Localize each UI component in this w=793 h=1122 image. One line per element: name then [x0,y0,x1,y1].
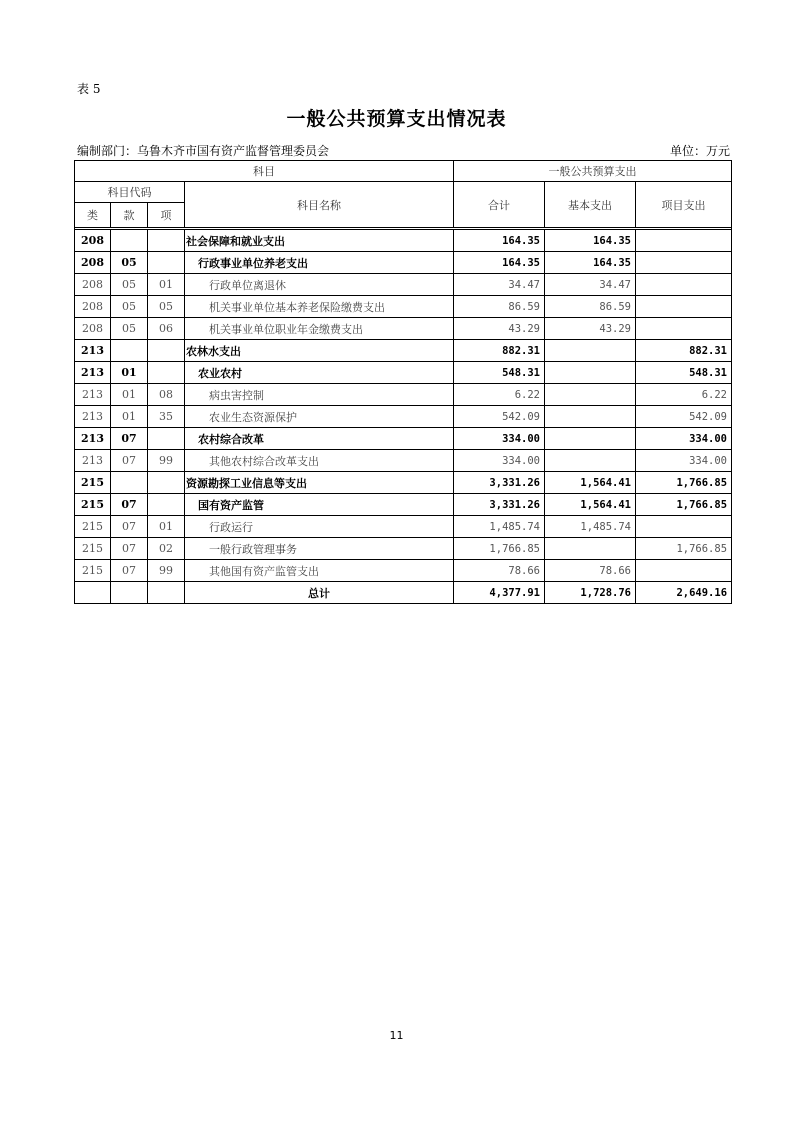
cell-basic: 86.59 [545,296,636,318]
cell-total: 1,485.74 [454,516,545,538]
cell-subject-name: 资源勘探工业信息等支出 [185,472,454,494]
table-row [75,406,732,428]
cell-subject-name: 其他国有资产监管支出 [185,560,454,582]
table-row [75,384,732,406]
cell-basic [545,340,636,362]
cell-lei: 215 [75,516,111,538]
cell-basic [545,362,636,384]
cell-lei: 215 [75,560,111,582]
cell-project [636,296,732,318]
cell-xiang [148,252,185,274]
total-row [75,582,732,604]
cell-project: 334.00 [636,450,732,472]
header-basic: 基本支出 [545,182,636,228]
table-row [75,450,732,472]
header-xiang: 项 [148,203,185,228]
total-label: 总计 [185,582,454,604]
cell-xiang [148,428,185,450]
empty-cell [75,582,111,604]
cell-basic [545,384,636,406]
budget-table [74,160,732,604]
cell-lei: 215 [75,538,111,560]
table-row [75,340,732,362]
cell-lei: 208 [75,318,111,340]
cell-lei: 213 [75,340,111,362]
table-row [75,230,732,252]
cell-total: 164.35 [454,230,545,252]
cell-kuan: 01 [111,384,148,406]
cell-kuan: 05 [111,296,148,318]
cell-total: 6.22 [454,384,545,406]
cell-basic: 164.35 [545,252,636,274]
cell-project: 6.22 [636,384,732,406]
header-code: 科目代码 [75,182,185,203]
cell-xiang: 05 [148,296,185,318]
cell-total: 334.00 [454,450,545,472]
cell-total: 86.59 [454,296,545,318]
cell-total: 334.00 [454,428,545,450]
cell-xiang: 01 [148,274,185,296]
cell-subject-name: 社会保障和就业支出 [185,230,454,252]
cell-lei: 215 [75,472,111,494]
total-basic: 1,728.76 [545,582,636,604]
cell-kuan: 01 [111,406,148,428]
cell-total: 43.29 [454,318,545,340]
cell-project: 548.31 [636,362,732,384]
cell-total: 3,331.26 [454,472,545,494]
cell-xiang: 06 [148,318,185,340]
cell-subject-name: 行政事业单位养老支出 [185,252,454,274]
header-budget-group: 一般公共预算支出 [454,161,732,182]
cell-subject-name: 病虫害控制 [185,384,454,406]
cell-total: 882.31 [454,340,545,362]
header-subject-name: 科目名称 [185,182,454,228]
unit-label: 单位：万元 [669,144,730,158]
cell-project: 1,766.85 [636,494,732,516]
cell-basic: 43.29 [545,318,636,340]
cell-xiang: 01 [148,516,185,538]
table-row [75,362,732,384]
cell-xiang: 08 [148,384,185,406]
cell-basic: 1,485.74 [545,516,636,538]
cell-xiang [148,340,185,362]
table-row [75,428,732,450]
cell-basic [545,406,636,428]
cell-kuan: 07 [111,428,148,450]
cell-lei: 208 [75,296,111,318]
cell-total: 34.47 [454,274,545,296]
cell-subject-name: 行政单位离退休 [185,274,454,296]
cell-lei: 215 [75,494,111,516]
cell-lei: 213 [75,428,111,450]
cell-project [636,252,732,274]
cell-xiang: 99 [148,450,185,472]
cell-project [636,318,732,340]
cell-project [636,230,732,252]
header-lei: 类 [75,203,111,228]
table-row [75,472,732,494]
table-row [75,274,732,296]
table-row [75,494,732,516]
cell-total: 3,331.26 [454,494,545,516]
cell-subject-name: 机关事业单位职业年金缴费支出 [185,318,454,340]
cell-total: 542.09 [454,406,545,428]
cell-subject-name: 行政运行 [185,516,454,538]
cell-project: 882.31 [636,340,732,362]
cell-kuan: 07 [111,516,148,538]
cell-kuan [111,230,148,252]
cell-total: 164.35 [454,252,545,274]
cell-project: 334.00 [636,428,732,450]
cell-basic: 1,564.41 [545,494,636,516]
cell-project [636,274,732,296]
table-number: 表 5 [77,82,101,96]
cell-basic [545,428,636,450]
cell-kuan: 05 [111,318,148,340]
cell-xiang [148,362,185,384]
cell-lei: 208 [75,230,111,252]
cell-total: 1,766.85 [454,538,545,560]
header-subject: 科目 [75,161,454,182]
cell-basic: 164.35 [545,230,636,252]
cell-basic [545,450,636,472]
table-row [75,318,732,340]
cell-total: 548.31 [454,362,545,384]
table-row [75,296,732,318]
header-total: 合计 [454,182,545,228]
cell-lei: 213 [75,384,111,406]
empty-cell [111,582,148,604]
table-row [75,538,732,560]
cell-project [636,516,732,538]
page-title: 一般公共预算支出情况表 [286,108,507,130]
cell-project [636,560,732,582]
cell-xiang [148,494,185,516]
cell-subject-name: 一般行政管理事务 [185,538,454,560]
cell-subject-name: 国有资产监管 [185,494,454,516]
cell-lei: 213 [75,362,111,384]
table-row [75,516,732,538]
cell-lei: 208 [75,252,111,274]
cell-xiang [148,230,185,252]
cell-basic: 78.66 [545,560,636,582]
cell-kuan: 07 [111,450,148,472]
cell-kuan: 07 [111,538,148,560]
cell-total: 78.66 [454,560,545,582]
cell-basic: 34.47 [545,274,636,296]
cell-project: 1,766.85 [636,472,732,494]
cell-lei: 213 [75,450,111,472]
cell-kuan: 05 [111,274,148,296]
cell-kuan: 07 [111,560,148,582]
header-kuan: 款 [111,203,148,228]
total-total: 4,377.91 [454,582,545,604]
table-row [75,252,732,274]
cell-xiang [148,472,185,494]
cell-project: 542.09 [636,406,732,428]
empty-cell [148,582,185,604]
cell-kuan: 07 [111,494,148,516]
header-project: 项目支出 [636,182,732,228]
cell-lei: 208 [75,274,111,296]
cell-kuan [111,340,148,362]
cell-subject-name: 机关事业单位基本养老保险缴费支出 [185,296,454,318]
cell-lei: 213 [75,406,111,428]
cell-kuan: 05 [111,252,148,274]
cell-xiang: 02 [148,538,185,560]
page-number: 11 [389,1029,404,1042]
cell-subject-name: 农业农村 [185,362,454,384]
cell-kuan [111,472,148,494]
cell-xiang: 99 [148,560,185,582]
cell-basic: 1,564.41 [545,472,636,494]
budget-table-body [75,228,732,604]
cell-kuan: 01 [111,362,148,384]
cell-subject-name: 农林水支出 [185,340,454,362]
cell-subject-name: 其他农村综合改革支出 [185,450,454,472]
cell-subject-name: 农业生态资源保护 [185,406,454,428]
cell-basic [545,538,636,560]
cell-project: 1,766.85 [636,538,732,560]
table-row [75,560,732,582]
total-project: 2,649.16 [636,582,732,604]
department-label: 编制部门：乌鲁木齐市国有资产监督管理委员会 [77,144,330,158]
cell-subject-name: 农村综合改革 [185,428,454,450]
cell-xiang: 35 [148,406,185,428]
